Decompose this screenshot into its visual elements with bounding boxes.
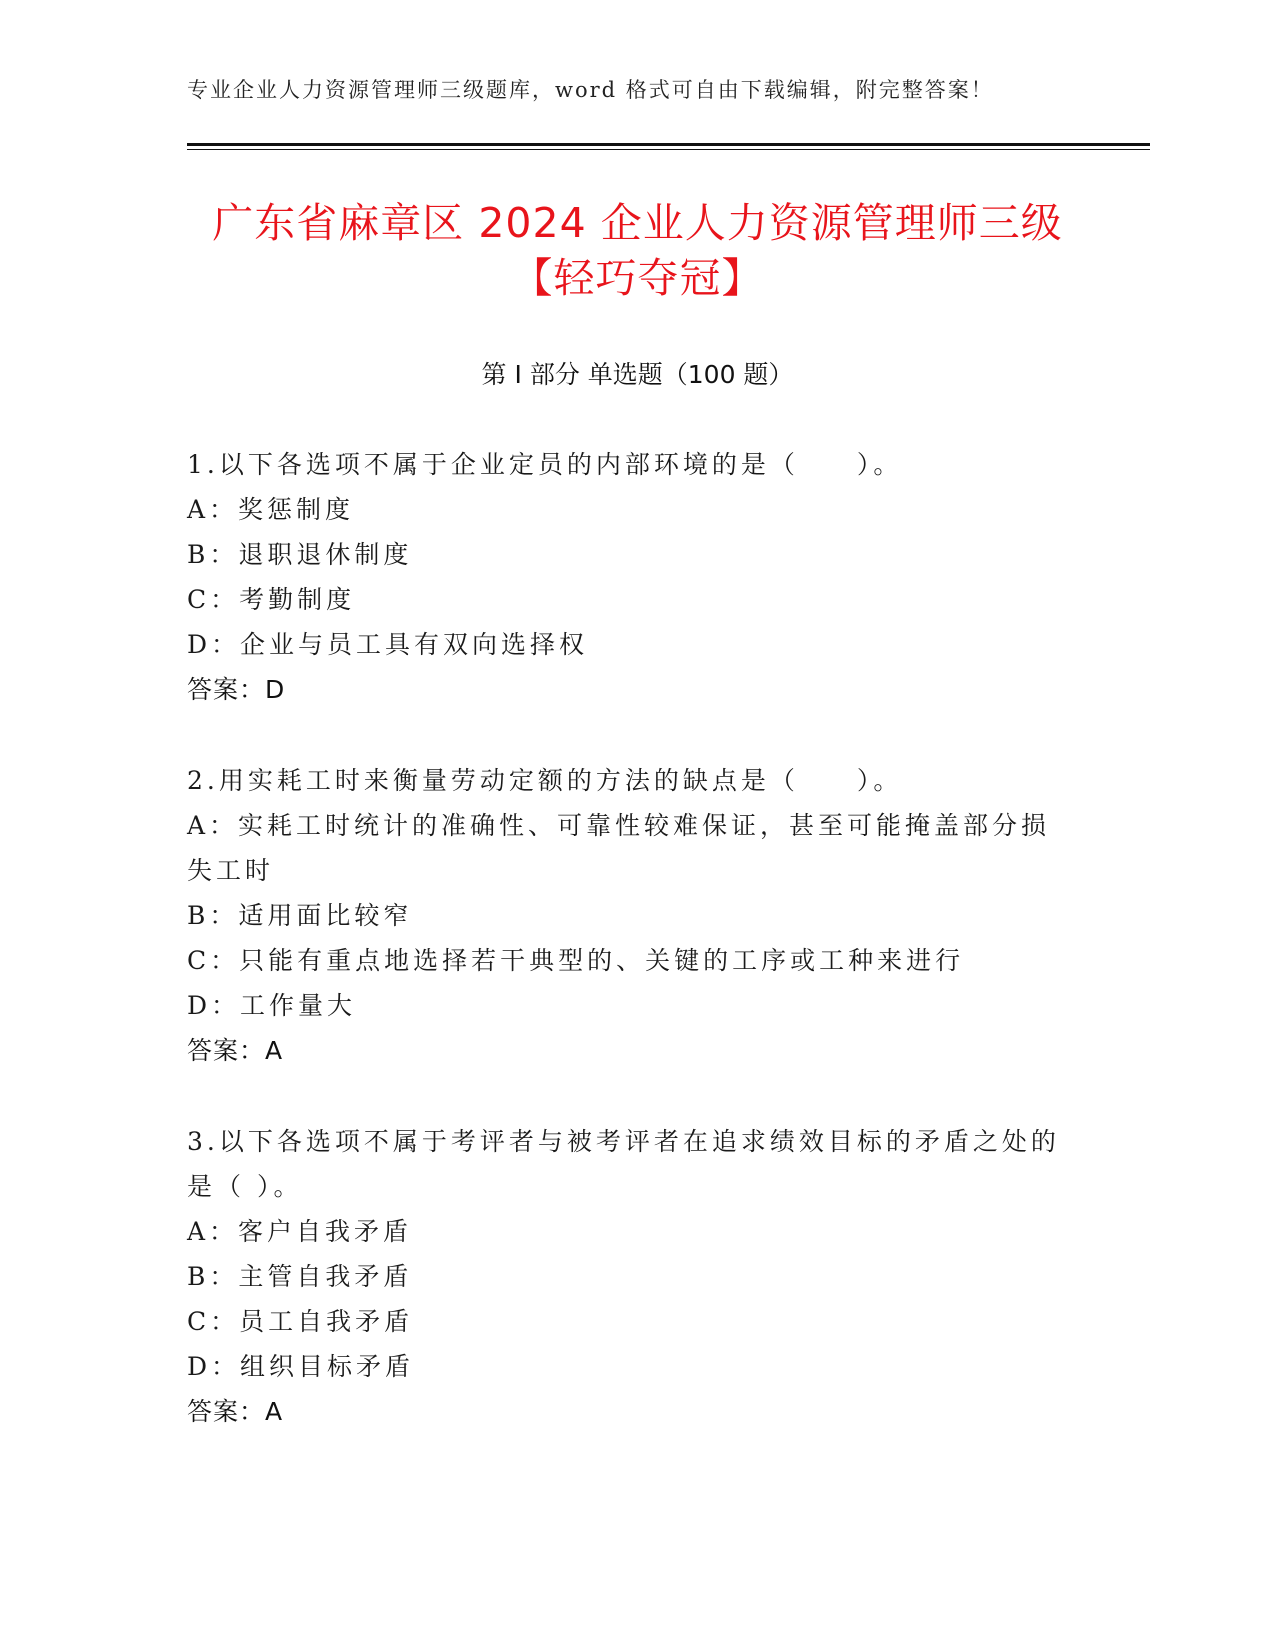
option-d: D：组织目标矛盾 bbox=[187, 1352, 415, 1381]
option-a: A：客户自我矛盾 bbox=[187, 1217, 413, 1246]
question-stem: 3.以下各选项不属于考评者与被考评者在追求绩效目标的矛盾之处的是（ ）。 bbox=[187, 1127, 1060, 1201]
question-stem: 2.用实耗工时来衡量劳动定额的方法的缺点是（ ）。 bbox=[187, 766, 903, 795]
option-b: B：主管自我矛盾 bbox=[187, 1262, 413, 1291]
option-a: A：实耗工时统计的准确性、可靠性较难保证，甚至可能掩盖部分损失工时 bbox=[187, 811, 1051, 885]
document-title bbox=[100, 196, 1175, 306]
question-3 bbox=[187, 1119, 1067, 1434]
option-d: D：工作量大 bbox=[187, 991, 357, 1020]
option-c: C：只能有重点地选择若干典型的、关键的工序或工种来进行 bbox=[187, 946, 965, 975]
answer-line: 答案：A bbox=[187, 1397, 284, 1426]
option-c: C：考勤制度 bbox=[187, 585, 356, 614]
question-stem: 1.以下各选项不属于企业定员的内部环境的是（ ）。 bbox=[187, 450, 903, 479]
answer-line: 答案：A bbox=[187, 1036, 284, 1065]
option-c: C：员工自我矛盾 bbox=[187, 1307, 414, 1336]
header-note: 专业企业人力资源管理师三级题库，word 格式可自由下载编辑，附完整答案！ bbox=[187, 78, 994, 102]
question-list bbox=[187, 442, 1067, 1480]
option-a: A：奖惩制度 bbox=[187, 495, 355, 524]
option-b: B：退职退休制度 bbox=[187, 540, 413, 569]
option-b: B：适用面比较窄 bbox=[187, 901, 413, 930]
question-2 bbox=[187, 758, 1067, 1073]
section-heading: 第 I 部分 单选题（100 题） bbox=[481, 360, 794, 389]
option-d: D：企业与员工具有双向选择权 bbox=[187, 630, 589, 659]
question-1 bbox=[187, 442, 1067, 712]
header-rule-thin bbox=[187, 149, 1150, 150]
answer-line: 答案：D bbox=[187, 675, 286, 704]
header-rule-thick bbox=[187, 143, 1150, 146]
title-line-1: 广东省麻章区 2024 企业人力资源管理师三级 bbox=[212, 199, 1063, 247]
title-line-2: 【轻巧夺冠】 bbox=[511, 254, 764, 302]
